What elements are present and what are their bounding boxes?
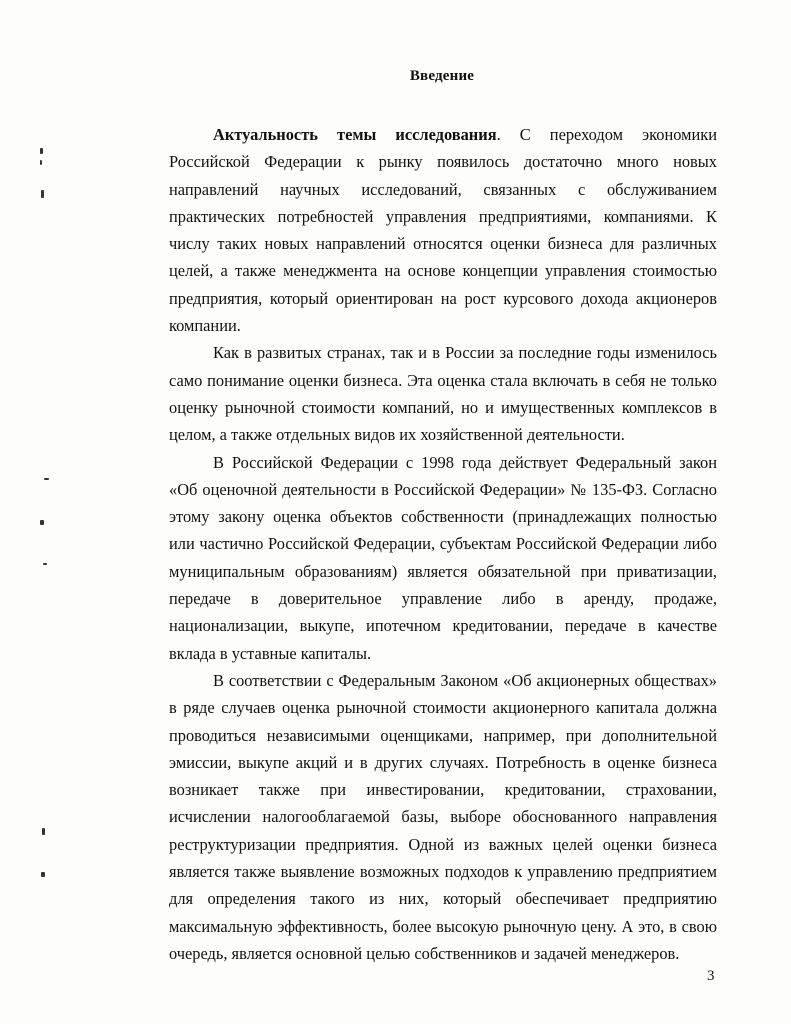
body-text	[169, 121, 717, 967]
paragraph-lead: Актуальность темы исследования	[213, 125, 497, 144]
paragraph-3: В Российской Федерации с 1998 года действует Федеральный закон «Об оценочной деятельности в Российской Федерации» № 135-ФЗ. Согласно этому закону оценка объектов собственности (принадлежащих полностью или частично Российской Федерации, субъектам Российской Федерации либо муниципальным образованиям) является обязательной при приватизации, передаче в доверительное управление либо в аренду, продаже, национализации, выкупе, ипотечном кредитовании, передаче в качестве вклада в уставные капиталы.	[169, 452, 717, 663]
scan-mark	[43, 563, 47, 565]
scan-mark	[40, 160, 42, 165]
page-number: 3	[707, 968, 715, 984]
scan-mark	[41, 190, 44, 198]
section-title: Введение	[409, 68, 475, 84]
scan-mark	[44, 478, 49, 480]
scan-mark	[40, 520, 44, 525]
scan-mark	[42, 828, 45, 835]
scan-mark	[41, 872, 45, 877]
paragraph-1	[169, 121, 717, 339]
paragraph-4: В соответствии с Федеральным Законом «Об акционерных обществах» в ряде случаев оценка рыночной стоимости акционерного капитала должна проводиться независимыми оценщиками, например, при дополнительной эмиссии, выкупе акций и в других случаях. Потребность в оценке бизнеса возникает также при инвестировании, кредитовании, страховании, исчислении налогооблагаемой базы, выборе обоснованного направления реструктуризации предприятия. Одной из важных целей оценки бизнеса является также выявление возможных подходов к управлению предприятием для определения такого из них, который обеспечивает предприятию максимальную эффективность, более высокую рыночную цену. А это, в свою очередь, является основной целью собственников и задачей менеджеров.	[169, 670, 717, 963]
scan-mark	[40, 148, 43, 154]
paragraph-2: Как в развитых странах, так и в России за последние годы изменилось само понимание оценки бизнеса. Эта оценка стала включать в себя не только оценку рыночной стоимости компаний, но и имущественных комплексов в целом, а также отдельных видов их хозяйственной деятельности.	[169, 343, 717, 445]
paragraph-text: . С переходом экономики Российской Федерации к рынку появилось достаточно много новых направлений научных исследований, связанных с обслуживанием практических потребностей управления предприятиями, компаниями. К числу таких новых направлений относятся оценки бизнеса для различных целей, а также менеджмента на основе концепции управления стоимостью предприятия, который ориентирован на рост курсового дохода акционеров компании.	[169, 125, 717, 336]
